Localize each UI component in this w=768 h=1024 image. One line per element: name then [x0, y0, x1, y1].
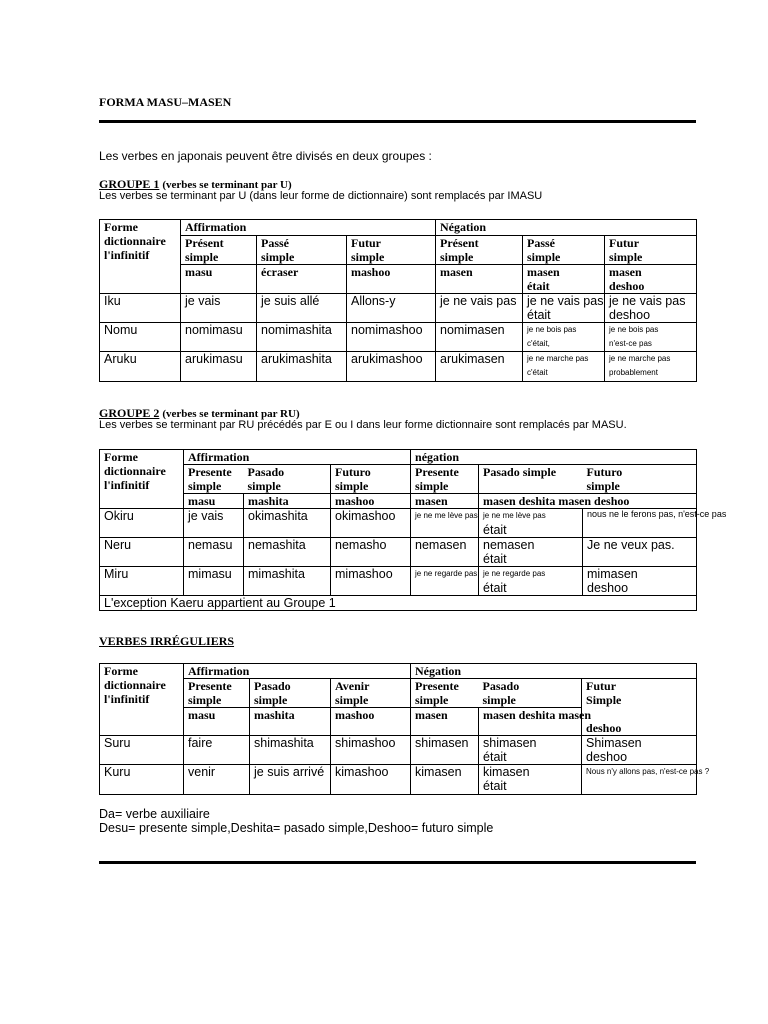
irr-form-masen-deshita: masen deshita masen — [479, 708, 582, 736]
irr-form-masen: masen — [411, 708, 479, 736]
cell: je vais — [181, 294, 257, 323]
cell: je ne vais pas — [436, 294, 523, 323]
cell: nomimasen — [436, 323, 523, 352]
cell: Shimasen deshoo — [582, 736, 697, 765]
intro-text: Les verbes en japonais peuvent être divisés en deux groupes : — [99, 149, 432, 163]
g1-form-mashoo: mashoo — [347, 265, 436, 294]
cell: arukimashita — [257, 352, 347, 382]
g1-negation-header: Négation — [436, 220, 697, 236]
bottom-divider — [99, 861, 696, 864]
cell: okimashita — [244, 509, 331, 538]
table-row — [100, 294, 697, 323]
verb-cell: Iku — [100, 294, 181, 323]
irr-form-mashoo: mashoo — [331, 708, 411, 736]
g1-affirmation-header: Affirmation — [181, 220, 436, 236]
cell: nomimasu — [181, 323, 257, 352]
table-row — [100, 538, 697, 567]
irr-present-header: Presente simple — [184, 679, 250, 708]
group1-title: GROUPE 1 — [99, 177, 160, 191]
cell: nous ne le ferons pas, n'est-ce pas — [583, 509, 697, 538]
cell: mimasen deshoo — [583, 567, 697, 596]
g1-present-header: Présent simple — [181, 236, 257, 265]
cell: je suis arrivé — [250, 765, 331, 795]
g1-neg-present-header: Présent simple — [436, 236, 523, 265]
cell: je ne bois pas c'était, — [523, 323, 605, 352]
cell: je ne me lève pas était — [479, 509, 583, 538]
verb-cell: Neru — [100, 538, 184, 567]
g1-form-masen-deshoo: masen deshoo — [605, 265, 697, 294]
irr-neg-present-header: Presente simple — [411, 679, 479, 708]
cell: je ne marche pas probablement — [605, 352, 697, 382]
cell: je suis allé — [257, 294, 347, 323]
irregular-title: VERBES IRRÉGULIERS — [99, 634, 235, 648]
cell: Je ne veux pas. — [583, 538, 697, 567]
cell: kimasen — [411, 765, 479, 795]
cell: je ne me lève pas — [411, 509, 479, 538]
table-row — [100, 567, 697, 596]
g1-forme-header: Forme dictionnaire l'infinitif — [100, 220, 181, 294]
group2-title: GROUPE 2 — [99, 406, 160, 420]
cell: venir — [184, 765, 250, 795]
irr-form-deshoo: deshoo — [582, 708, 697, 736]
cell: je ne regarde pas était — [479, 567, 583, 596]
group1-subtitle: (verbes se terminant par U) — [162, 179, 292, 191]
g2-neg-pasado-header: Pasado simple — [479, 465, 583, 494]
cell: nemasho — [331, 538, 411, 567]
group2-exception: L'exception Kaeru appartient au Groupe 1 — [100, 596, 697, 611]
group2-table — [99, 449, 727, 611]
cell: faire — [184, 736, 250, 765]
cell: nemashita — [244, 538, 331, 567]
g1-neg-futur-header: Futur simple — [605, 236, 697, 265]
group1-table — [99, 219, 697, 382]
irr-pasado-header: Pasado simple — [250, 679, 331, 708]
irregular-table — [99, 663, 710, 795]
cell: arukimasen — [436, 352, 523, 382]
cell: je ne regarde pas — [411, 567, 479, 596]
verb-cell: Kuru — [100, 765, 184, 795]
cell: shimashoo — [331, 736, 411, 765]
cell: nomimashoo — [347, 323, 436, 352]
g1-passe-header: Passé simple — [257, 236, 347, 265]
g2-pasado-header: Pasado simple — [244, 465, 331, 494]
g2-form-mashoo: mashoo — [331, 494, 411, 509]
cell: arukimashoo — [347, 352, 436, 382]
document-title: FORMA MASU–MASEN — [99, 95, 232, 109]
group2-description: Les verbes se terminant par RU précédés par E ou I dans leur forme dictionnaire sont remplacés par MASU. — [99, 419, 627, 431]
verb-cell: Okiru — [100, 509, 184, 538]
top-divider — [99, 120, 696, 123]
cell: kimasen était — [479, 765, 582, 795]
g2-negation-header: négation — [411, 450, 697, 465]
g2-neg-futuro-header: Futuro simple — [583, 465, 697, 494]
verb-cell: Suru — [100, 736, 184, 765]
verb-cell: Miru — [100, 567, 184, 596]
cell: nemasen — [411, 538, 479, 567]
g1-form-masu: masu — [181, 265, 257, 294]
cell: shimashita — [250, 736, 331, 765]
g2-futuro-header: Futuro simple — [331, 465, 411, 494]
verb-cell: Aruku — [100, 352, 181, 382]
irr-avenir-header: Avenir simple — [331, 679, 411, 708]
table-row — [100, 736, 697, 765]
cell: arukimasu — [181, 352, 257, 382]
footer-line-2: Desu= presente simple,Deshita= pasado simple,Deshoo= futuro simple — [99, 821, 494, 835]
cell: je ne marche pas c'était — [523, 352, 605, 382]
table-row — [100, 323, 697, 352]
irr-negation-header: Négation — [411, 664, 697, 679]
g2-form-mashita: mashita — [244, 494, 331, 509]
g1-futur-header: Futur simple — [347, 236, 436, 265]
cell: mimashoo — [331, 567, 411, 596]
g2-affirmation-header: Affirmation — [184, 450, 411, 465]
verb-cell: Nomu — [100, 323, 181, 352]
footer-line-1: Da= verbe auxiliaire — [99, 807, 210, 821]
cell: je ne vais pas était — [523, 294, 605, 323]
cell: kimashoo — [331, 765, 411, 795]
irr-affirmation-header: Affirmation — [184, 664, 411, 679]
g2-form-masen: masen — [411, 494, 479, 509]
g2-present-header: Presente simple — [184, 465, 244, 494]
g1-form-masen: masen — [436, 265, 523, 294]
g2-forme-header: Forme dictionnaire l'infinitif — [100, 450, 184, 509]
table-row — [100, 352, 697, 382]
table-row — [100, 765, 697, 795]
cell: shimasen — [411, 736, 479, 765]
cell: nemasu — [184, 538, 244, 567]
group1-description: Les verbes se terminant par U (dans leur forme de dictionnaire) sont remplacés par IMASU — [99, 190, 543, 202]
cell: Nous n'y allons pas, n'est-ce pas ? — [582, 765, 697, 795]
irr-neg-futur-header: Futur Simple — [582, 679, 697, 708]
irr-form-masu: masu — [184, 708, 250, 736]
g1-form-masen-etait: masen était — [523, 265, 605, 294]
cell: nomimashita — [257, 323, 347, 352]
cell: Allons-y — [347, 294, 436, 323]
g2-form-masu: masu — [184, 494, 244, 509]
g2-neg-present-header: Presente simple — [411, 465, 479, 494]
cell: nemasen était — [479, 538, 583, 567]
cell: je vais — [184, 509, 244, 538]
irr-forme-header: Forme dictionnaire l'infinitif — [100, 664, 184, 736]
irr-form-mashita: mashita — [250, 708, 331, 736]
cell: mimasu — [184, 567, 244, 596]
g2-form-masen-deshita-deshoo: masen deshita masen deshoo — [479, 494, 697, 509]
cell: shimasen était — [479, 736, 582, 765]
g1-neg-passe-header: Passé simple — [523, 236, 605, 265]
cell: je ne bois pas n'est-ce pas — [605, 323, 697, 352]
table-row — [100, 509, 697, 538]
cell: okimashoo — [331, 509, 411, 538]
g1-form-ecraser: écraser — [257, 265, 347, 294]
group2-subtitle: (verbes se terminant par RU) — [162, 408, 300, 420]
irr-neg-pasado-header: Pasado simple — [479, 679, 582, 708]
cell: je ne vais pas deshoo — [605, 294, 697, 323]
cell: mimashita — [244, 567, 331, 596]
